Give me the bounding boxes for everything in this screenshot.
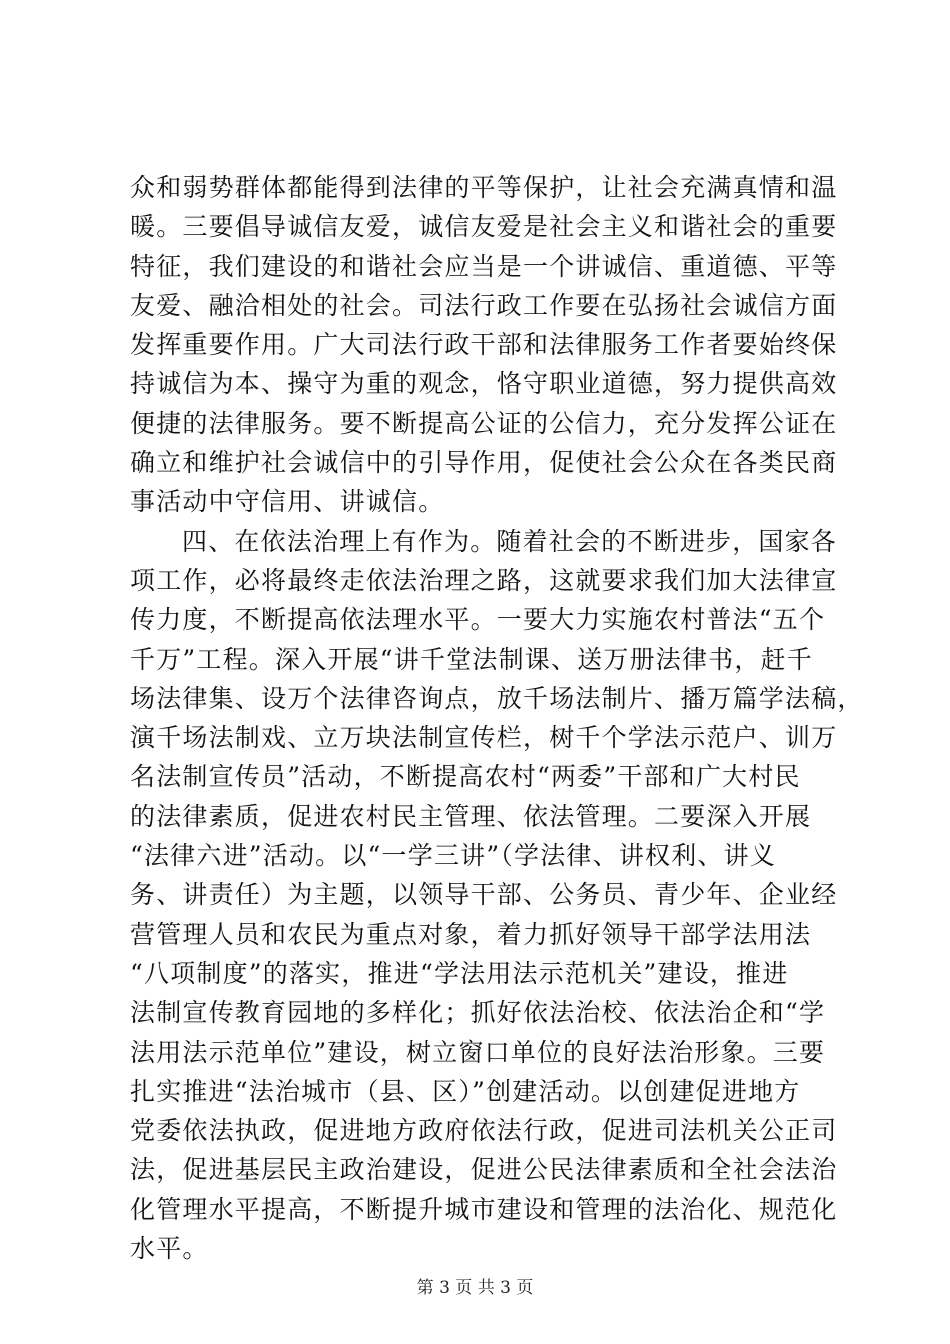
text-line: 确立和维护社会诚信中的引导作用，促使社会公众在各类民商 [130, 448, 838, 478]
text-line: 名法制宣传员”活动，不断提高农村“两委”干部和广大村民 [130, 762, 801, 792]
text-line: 四、在依法治理上有作为。随着社会的不断进步，国家各 [182, 526, 838, 556]
text-line: 友爱、融洽相处的社会。司法行政工作要在弘扬社会诚信方面 [130, 290, 838, 320]
text-line: 扎实推进“法治城市（县、区）”创建活动。以创建促进地方 [130, 1076, 801, 1106]
text-line: 法制宣传教育园地的多样化；抓好依法治校、依法治企和“学 [130, 998, 826, 1028]
text-line: 事活动中守信用、讲诚信。 [130, 487, 445, 517]
text-line: 法，促进基层民主政治建设，促进公民法律素质和全社会法治 [130, 1155, 838, 1185]
text-line: 化管理水平提高，不断提升城市建设和管理的法治化、规范化 [130, 1194, 838, 1224]
text-line: 党委依法执政，促进地方政府依法行政，促进司法机关公正司 [130, 1116, 838, 1146]
text-line: “八项制度”的落实，推进“学法用法示范机关”建设，推进 [130, 958, 789, 988]
text-line: 的法律素质，促进农村民主管理、依法管理。二要深入开展 [130, 801, 812, 831]
text-line: 发挥重要作用。广大司法行政干部和法律服务工作者要始终保 [130, 330, 838, 360]
text-line: 暖。三要倡导诚信友爱，诚信友爱是社会主义和谐社会的重要 [130, 212, 838, 242]
text-line: 场法律集、设万个法律咨询点，放千场法制片、播万篇学法稿， [130, 683, 864, 713]
paragraph-2 [130, 522, 864, 1269]
text-line: 务、讲责任）为主题，以领导干部、公务员、青少年、企业经 [130, 880, 838, 910]
text-line: 特征，我们建设的和谐社会应当是一个讲诚信、重道德、平等 [130, 251, 838, 281]
text-line: 传力度，不断提高依法理水平。一要大力实施农村普法“五个 [130, 605, 826, 635]
text-line: 便捷的法律服务。要不断提高公证的公信力，充分发挥公证在 [130, 408, 838, 438]
text-line: 众和弱势群体都能得到法律的平等保护，让社会充满真情和温 [130, 173, 838, 202]
text-line: 演千场法制戏、立万块法制宣传栏，树千个学法示范户、训万 [130, 723, 838, 753]
text-line: 营管理人员和农民为重点对象，着力抓好领导干部学法用法 [130, 919, 812, 949]
page-number-footer: 第 3 页 共 3 页 [416, 1278, 534, 1298]
text-line: “法律六进”活动。以“一学三讲”（学法律、讲权利、讲义 [130, 841, 777, 871]
text-line: 千万”工程。深入开展“讲千堂法制课、送万册法律书，赶千 [130, 644, 813, 674]
paragraph-1 [130, 168, 838, 522]
text-line: 持诚信为本、操守为重的观念，恪守职业道德，努力提供高效 [130, 369, 838, 399]
document-body [130, 168, 864, 1268]
text-line: 水平。 [130, 1234, 209, 1264]
text-line: 项工作，必将最终走依法治理之路，这就要求我们加大法律宣 [130, 565, 838, 595]
text-line: 法用法示范单位”建设，树立窗口单位的良好法治形象。三要 [130, 1037, 826, 1067]
